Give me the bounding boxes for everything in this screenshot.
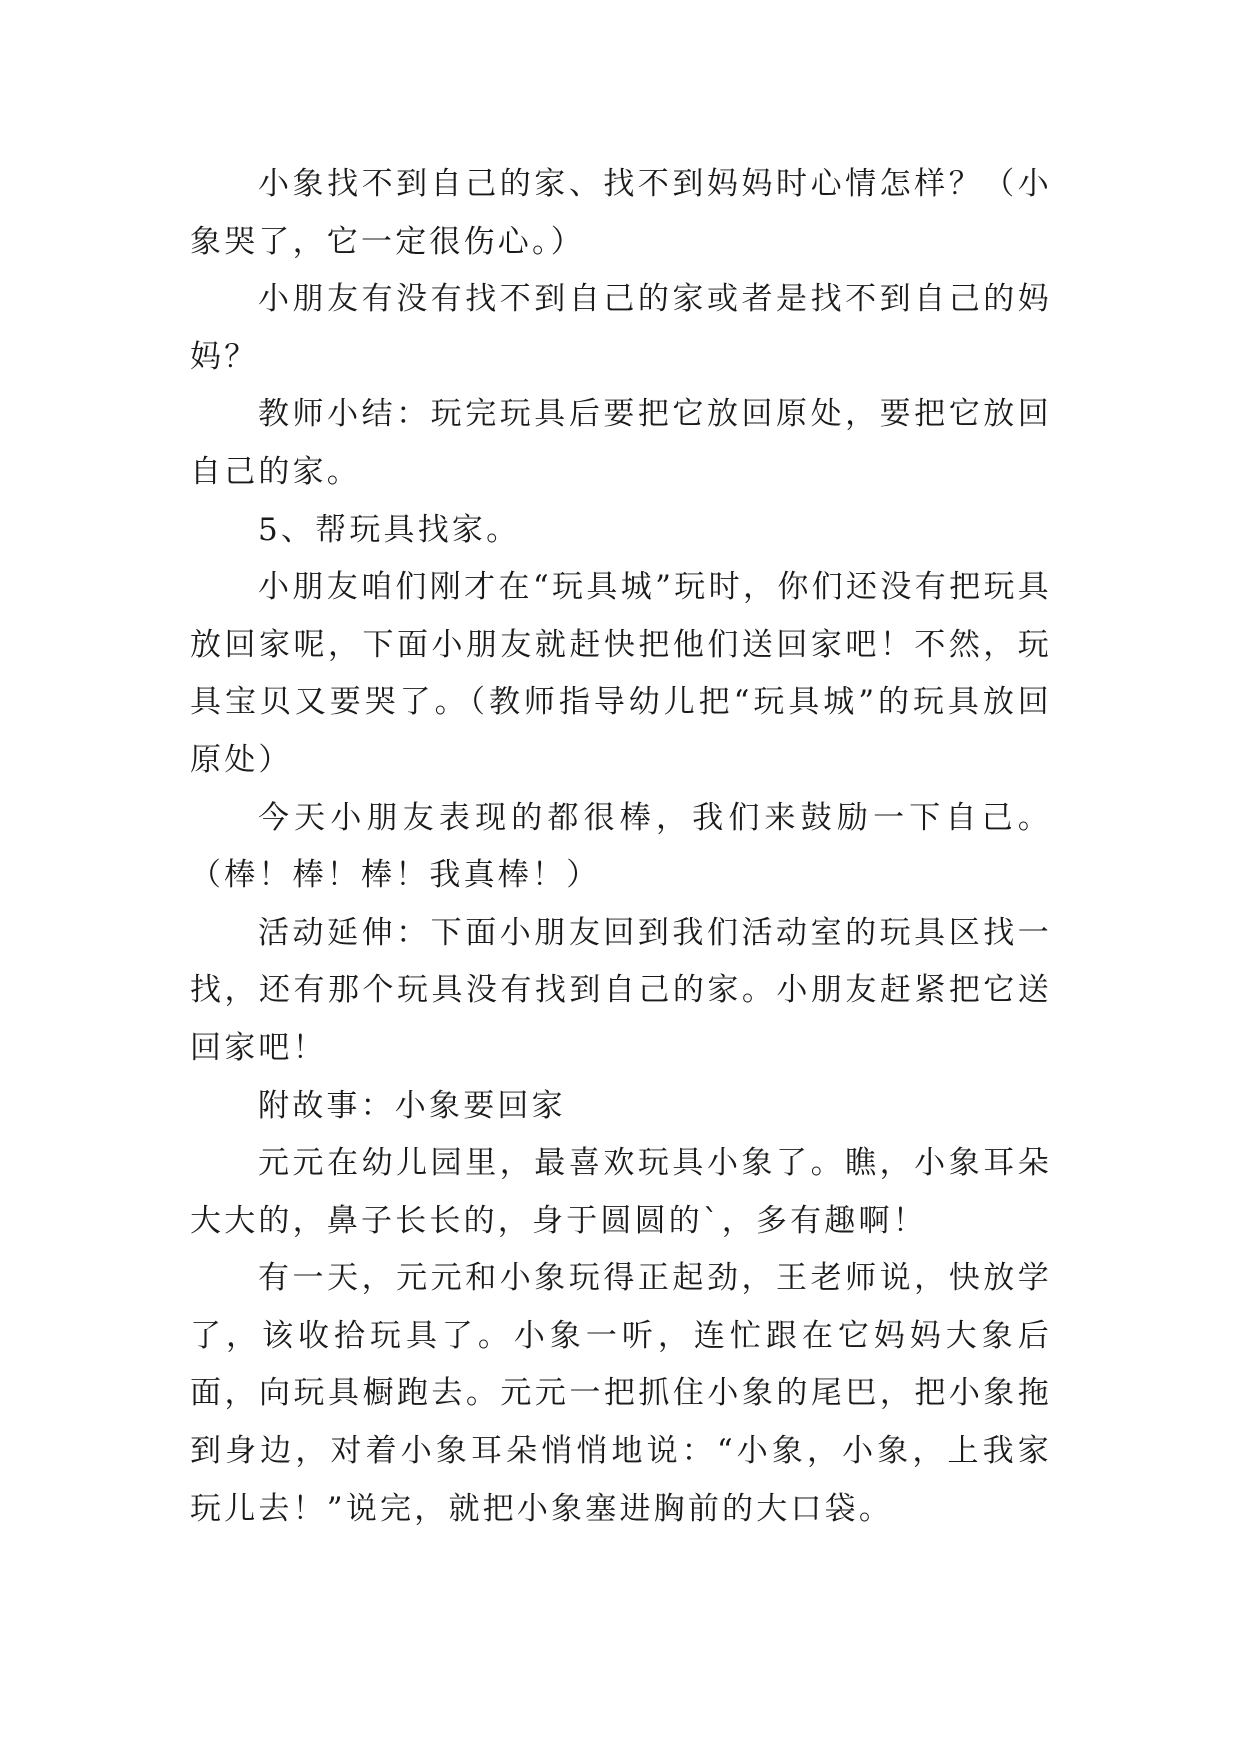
paragraph-activity-extension: 活动延伸：下面小朋友回到我们活动室的玩具区找一找，还有那个玩具没有找到自己的家。小朋友赶紧把它送回家吧！ [190, 914, 1052, 1066]
paragraph-toy-city: 小朋友咱们刚才在“玩具城”玩时，你们还没有把玩具放回家呢，下面小朋友就赶快把他们送回家吧！不然，玩具宝贝又要哭了。（教师指导幼儿把“玩具城”的玩具放回原处） [190, 569, 1052, 778]
paragraph-children-lost-home: 小朋友有没有找不到自己的家或者是找不到自己的妈妈？ [190, 281, 1052, 375]
document-page [190, 156, 1052, 1538]
paragraph-story-body: 有一天，元元和小象玩得正起劲，王老师说，快放学了，该收拾玩具了。小象一听，连忙跟在它妈妈大象后面，向玩具橱跑去。元元一把抓住小象的尾巴，把小象拖到身边，对着小象耳朵悄悄地说：“小象，小象，上我家玩儿去！”说完，就把小象塞进胸前的大口袋。 [190, 1260, 1052, 1527]
paragraph-encouragement: 今天小朋友表现的都很棒，我们来鼓励一下自己。（棒！棒！棒！我真棒！） [190, 799, 1052, 894]
paragraph-elephant-feeling: 小象找不到自己的家、找不到妈妈时心情怎样？（小象哭了，它一定很伤心。） [190, 166, 1052, 260]
paragraph-step-5-heading: 5、帮玩具找家。 [258, 511, 521, 548]
paragraph-story-title: 附故事：小象要回家 [258, 1087, 566, 1124]
paragraph-teacher-summary: 教师小结：玩完玩具后要把它放回原处，要把它放回自己的家。 [190, 396, 1052, 490]
paragraph-story-intro: 元元在幼儿园里，最喜欢玩具小象了。瞧，小象耳朵大大的，鼻子长长的，身于圆圆的`，多有趣啊！ [190, 1145, 1052, 1239]
